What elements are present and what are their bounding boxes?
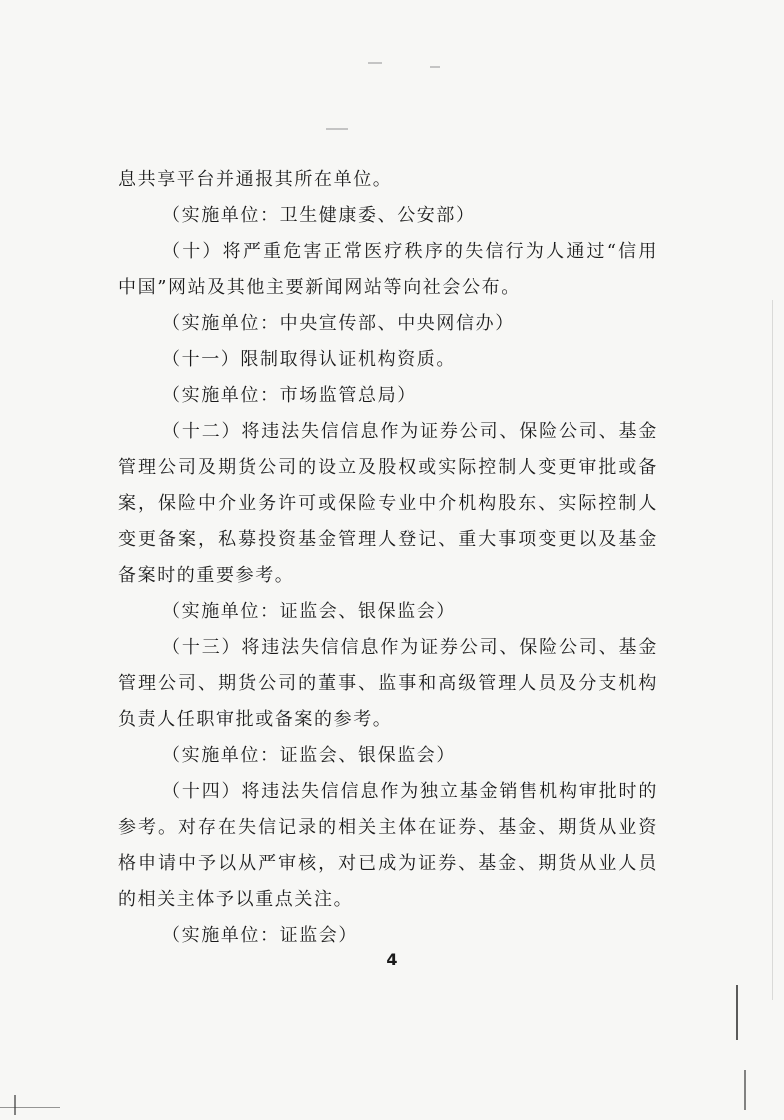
page-number: 4	[386, 950, 398, 969]
scan-edge-line	[14, 1095, 16, 1115]
scan-smudge	[430, 66, 440, 68]
paragraph-0: 息共享平台并通报其所在单位。	[118, 169, 393, 190]
document-body	[118, 162, 658, 954]
paragraph-1: （实施单位：卫生健康委、公安部）	[162, 205, 476, 226]
scan-edge-line	[744, 1070, 746, 1110]
scan-smudge	[368, 62, 382, 64]
paragraph-11: （实施单位：证监会）	[162, 925, 358, 946]
scan-smudge	[326, 128, 348, 130]
paragraph-6: （十二）将违法失信信息作为证券公司、保险公司、基金管理公司及期货公司的设立及股权或实际控制人变更审批或备案，保险中介业务许可或保险专业中介机构股东、实际控制人变更备案，私募投资基金管理人登记、重大事项变更以及基金备案时的重要参考。	[118, 421, 658, 586]
scan-edge-line	[772, 300, 773, 1000]
paragraph-5: （实施单位：市场监管总局）	[162, 385, 417, 406]
scan-edge-line	[736, 985, 738, 1040]
paragraph-2: （十）将严重危害正常医疗秩序的失信行为人通过“信用中国”网站及其他主要新闻网站等向社会公布。	[118, 241, 658, 298]
paragraph-8: （十三）将违法失信信息作为证券公司、保险公司、基金管理公司、期货公司的董事、监事和高级管理人员及分支机构负责人任职审批或备案的参考。	[118, 637, 658, 730]
paragraph-3: （实施单位：中央宣传部、中央网信办）	[162, 313, 515, 334]
paragraph-10: （十四）将违法失信信息作为独立基金销售机构审批时的参考。对存在失信记录的相关主体在证券、基金、期货从业资格申请中予以从严审核，对已成为证券、基金、期货从业人员的相关主体予以重点关注。	[118, 781, 658, 910]
paragraph-4: （十一）限制取得认证机构资质。	[162, 349, 456, 370]
paragraph-9: （实施单位：证监会、银保监会）	[162, 745, 456, 766]
paragraph-7: （实施单位：证监会、银保监会）	[162, 601, 456, 622]
scan-edge-line	[0, 1107, 60, 1108]
